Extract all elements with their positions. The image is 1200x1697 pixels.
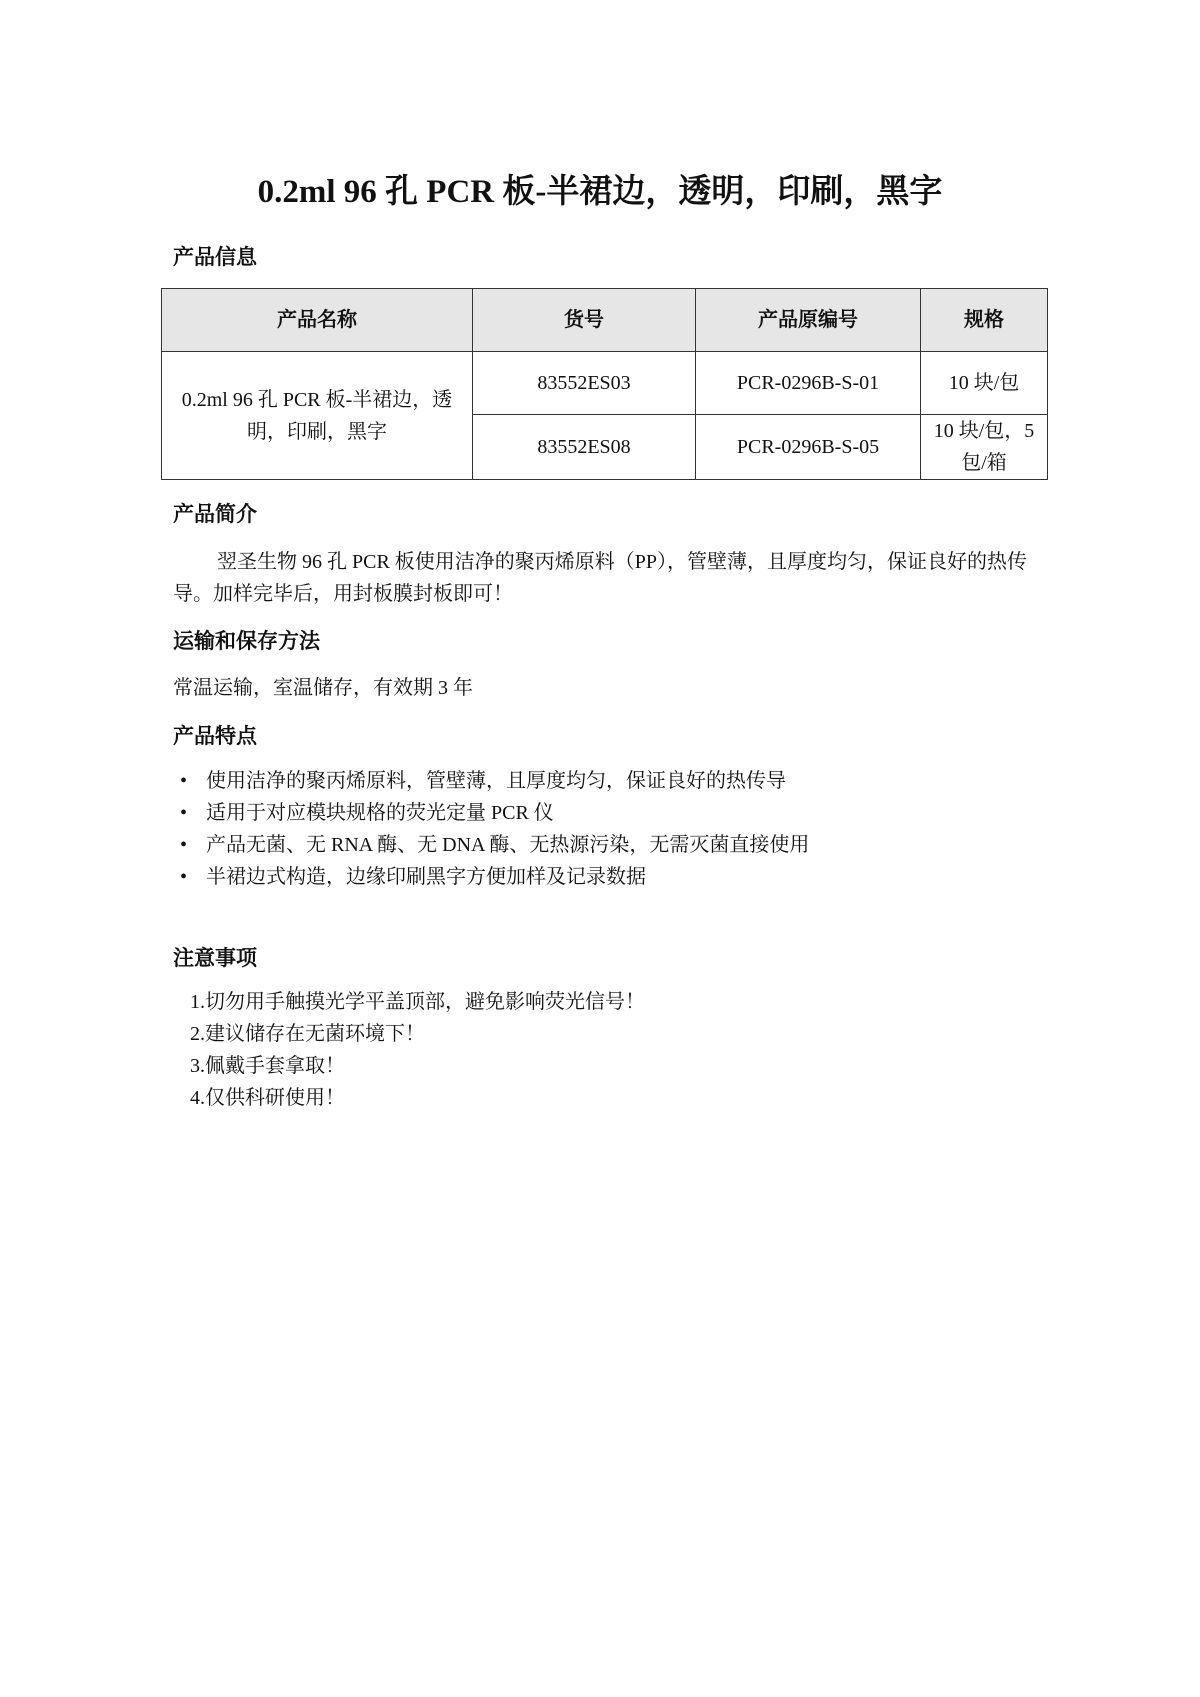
list-item: • 使用洁净的聚丙烯原料，管壁薄，且厚度均匀，保证良好的热传导 [173, 765, 809, 797]
features-list [173, 765, 809, 893]
product-info-table [161, 288, 1048, 480]
list-item: • 半裙边式构造，边缘印刷黑字方便加样及记录数据 [173, 861, 809, 893]
sku-cell: 83552ES03 [473, 352, 696, 415]
intro-heading: 产品简介 [173, 502, 257, 526]
storage-paragraph: 常温运输，室温储存，有效期 3 年 [173, 677, 473, 699]
sku-cell: 83552ES08 [473, 415, 696, 480]
column-header-spec: 规格 [921, 289, 1048, 352]
column-header-product-name: 产品名称 [162, 289, 473, 352]
column-header-sku: 货号 [473, 289, 696, 352]
table-row [162, 352, 1048, 415]
notes-list [190, 986, 645, 1114]
list-item: 4.仅供科研使用！ [190, 1087, 345, 1109]
intro-paragraph: 翌圣生物 96 孔 PCR 板使用洁净的聚丙烯原料（PP），管壁薄，且厚度均匀，保证良好的热传导。加样完毕后，用封板膜封板即可！ [173, 551, 1028, 605]
list-item: 3.佩戴手套拿取！ [190, 1055, 345, 1077]
spec-cell: 10 块/包，5 包/箱 [921, 415, 1048, 480]
spec-cell: 10 块/包 [921, 352, 1048, 415]
notes-heading: 注意事项 [173, 946, 257, 970]
list-item: • 产品无菌、无 RNA 酶、无 DNA 酶、无热源污染，无需灭菌直接使用 [173, 829, 809, 861]
product-info-heading: 产品信息 [173, 245, 257, 269]
original-code-cell: PCR-0296B-S-01 [696, 352, 921, 415]
list-item: • 适用于对应模块规格的荧光定量 PCR 仪 [173, 797, 809, 829]
original-code-cell: PCR-0296B-S-05 [696, 415, 921, 480]
table-header-row [162, 289, 1048, 352]
features-heading: 产品特点 [173, 724, 257, 748]
product-name-cell: 0.2ml 96 孔 PCR 板-半裙边，透明，印刷，黑字 [162, 352, 473, 480]
column-header-original-code: 产品原编号 [696, 289, 921, 352]
document-title: 0.2ml 96 孔 PCR 板-半裙边，透明，印刷，黑字 [257, 174, 943, 210]
list-item: 1.切勿用手触摸光学平盖顶部，避免影响荧光信号！ [190, 991, 645, 1013]
storage-heading: 运输和保存方法 [173, 629, 320, 653]
list-item: 2.建议储存在无菌环境下！ [190, 1023, 425, 1045]
